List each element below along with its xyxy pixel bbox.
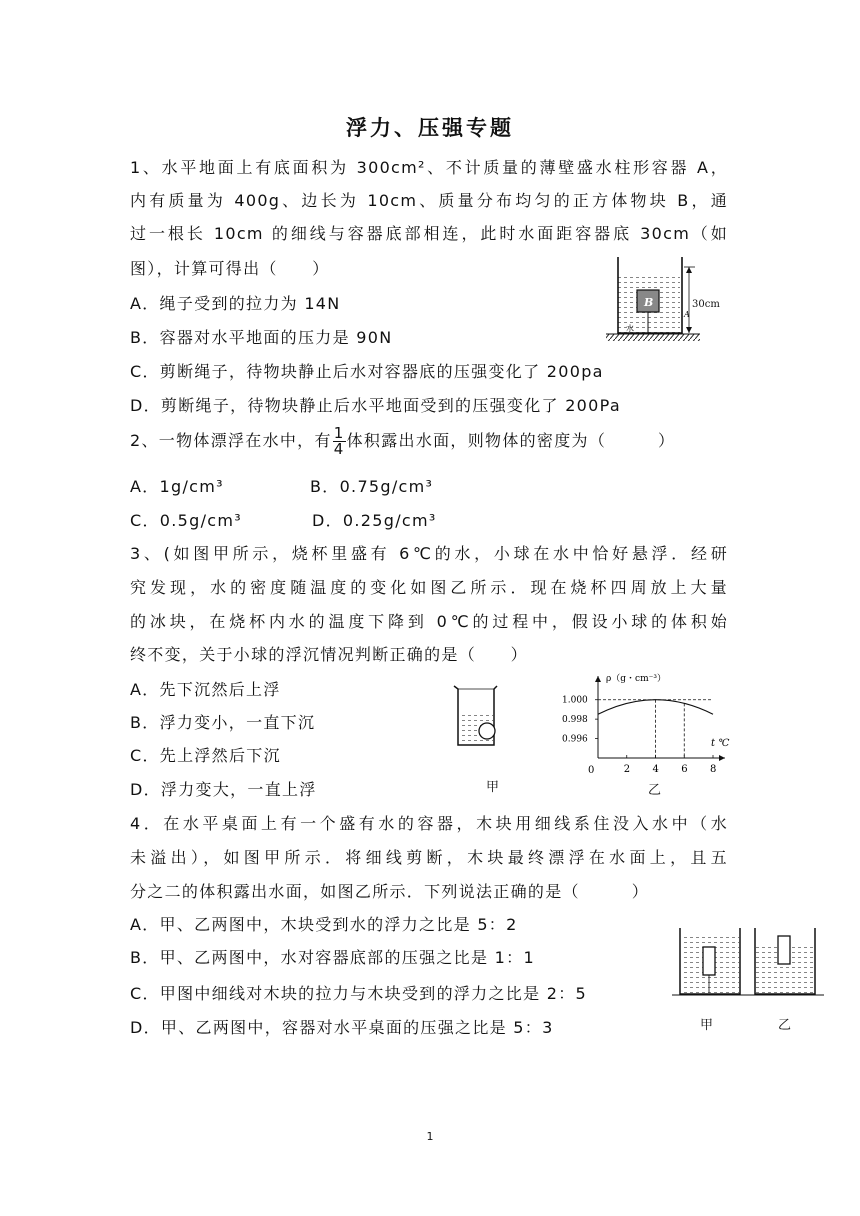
- q1-option-d: D．剪断绳子，待物块静止后水平地面受到的压强变化了 200Pa: [130, 396, 621, 415]
- q4-option-d: D．甲、乙两图中，容器对水平桌面的压强之比是 5：3: [130, 1018, 554, 1037]
- q1-line-4: 图），计算可得出（ ）: [130, 259, 330, 278]
- q4-line-1: 4．在水平桌面上有一个盛有水的容器，木块用细线系住没入水中（水: [130, 814, 728, 833]
- q4-option-c: C．甲图中细线对木块的拉力与木块受到的浮力之比是 2：5: [130, 984, 588, 1003]
- q1-line-1: 1、水平地面上有底面积为 300cm²、不计质量的薄壁盛水柱形容器 A，: [130, 158, 728, 177]
- x-tick-label: 2: [623, 764, 631, 775]
- q2-option-a: A．1g/cm³: [130, 477, 224, 496]
- q1-option-b: B．容器对水平地面的压力是 90N: [130, 328, 393, 347]
- x-tick-label: 6: [681, 764, 688, 775]
- y-tick-label: 0.998: [562, 715, 588, 726]
- q4-option-a: A．甲、乙两图中，木块受到水的浮力之比是 5：2: [130, 915, 518, 934]
- q2-option-c: C．0.5g/cm³: [130, 511, 242, 530]
- block-jia: [703, 947, 715, 975]
- y-tick-label: 1.000: [562, 695, 588, 706]
- q4-figure: [672, 925, 827, 1000]
- q3-option-a: A．先下沉然后上浮: [130, 680, 281, 699]
- q1-option-c: C．剪断绳子，待物块静止后水对容器底的压强变化了 200pa: [130, 362, 604, 381]
- q2-option-b: B．0.75g/cm³: [310, 477, 434, 496]
- x-axis-arrow: [719, 755, 725, 761]
- q1-line-3: 过一根长 10cm 的细线与容器底部相连，此时水面距容器底 30cm（如: [130, 224, 728, 243]
- q2-fraction: [333, 426, 346, 457]
- q3-beaker-figure: [450, 683, 510, 763]
- x-tick-label: 8: [710, 764, 717, 775]
- water-label: 水: [626, 324, 634, 333]
- q2-option-d: D．0.25g/cm³: [312, 511, 437, 530]
- q4-line-3: 分之二的体积露出水面，如图乙所示．下列说法正确的是（ ）: [130, 882, 650, 901]
- q3-density-chart: [560, 668, 740, 778]
- q3-line-2: 究发现，水的密度随温度的变化如图乙所示．现在烧杯四周放上大量: [130, 578, 728, 597]
- q3-line-1: 3、(如图甲所示，烧杯里盛有 6℃的水，小球在水中恰好悬浮．经研: [130, 544, 728, 563]
- block-b-label: B: [644, 296, 654, 309]
- page-number: 1: [426, 1130, 434, 1143]
- q3-fig-jia-label: 甲: [486, 780, 500, 795]
- y-axis-arrow: [595, 676, 601, 682]
- q1-line-2: 内有质量为 400g、边长为 10cm、质量分布均匀的正方体物块 B，通: [130, 191, 728, 210]
- q2-stem: [130, 426, 675, 457]
- q4-fig-yi-label: 乙: [778, 1018, 792, 1033]
- height-label: 30cm: [692, 299, 720, 310]
- q2-stem-post: 体积露出水面，则物体的密度为（ ）: [346, 431, 676, 450]
- q2-stem-pre: 2、一物体漂浮在水中，有: [130, 431, 332, 450]
- small-ball: [479, 723, 495, 739]
- q3-option-b: B．浮力变小，一直下沉: [130, 713, 316, 732]
- y-tick-label: 0.996: [562, 734, 588, 745]
- q3-option-c: C．先上浮然后下沉: [130, 746, 281, 765]
- q1-figure: [600, 255, 730, 350]
- q2-fraction-denominator: 4: [333, 440, 345, 458]
- block-yi: [778, 936, 790, 964]
- q2-fraction-numerator: 1: [333, 424, 345, 442]
- q1-option-a: A．绳子受到的拉力为 14N: [130, 294, 341, 313]
- q3-line-3: 的冰块，在烧杯内水的温度下降到 0℃的过程中，假设小球的体积始: [130, 612, 728, 631]
- container-label: A: [684, 310, 690, 319]
- q3-option-d: D．浮力变大，一直上浮: [130, 780, 317, 799]
- x-tick-label: 4: [652, 764, 659, 775]
- q4-line-2: 未溢出），如图甲所示．将细线剪断，木块最终漂浮在水面上，且五: [130, 848, 728, 867]
- q4-fig-jia-label: 甲: [700, 1018, 714, 1033]
- origin-label: 0: [588, 765, 595, 776]
- y-axis-label: ρ（g・cm⁻³）: [606, 674, 666, 684]
- q3-line-4: 终不变，关于小球的浮沉情况判断正确的是（ ）: [130, 645, 528, 664]
- q4-option-b: B．甲、乙两图中，水对容器底部的压强之比是 1：1: [130, 948, 535, 967]
- q3-fig-yi-label: 乙: [648, 783, 662, 798]
- x-axis-label: t ℃: [711, 738, 730, 749]
- page-title: 浮力、压强专题: [346, 116, 514, 140]
